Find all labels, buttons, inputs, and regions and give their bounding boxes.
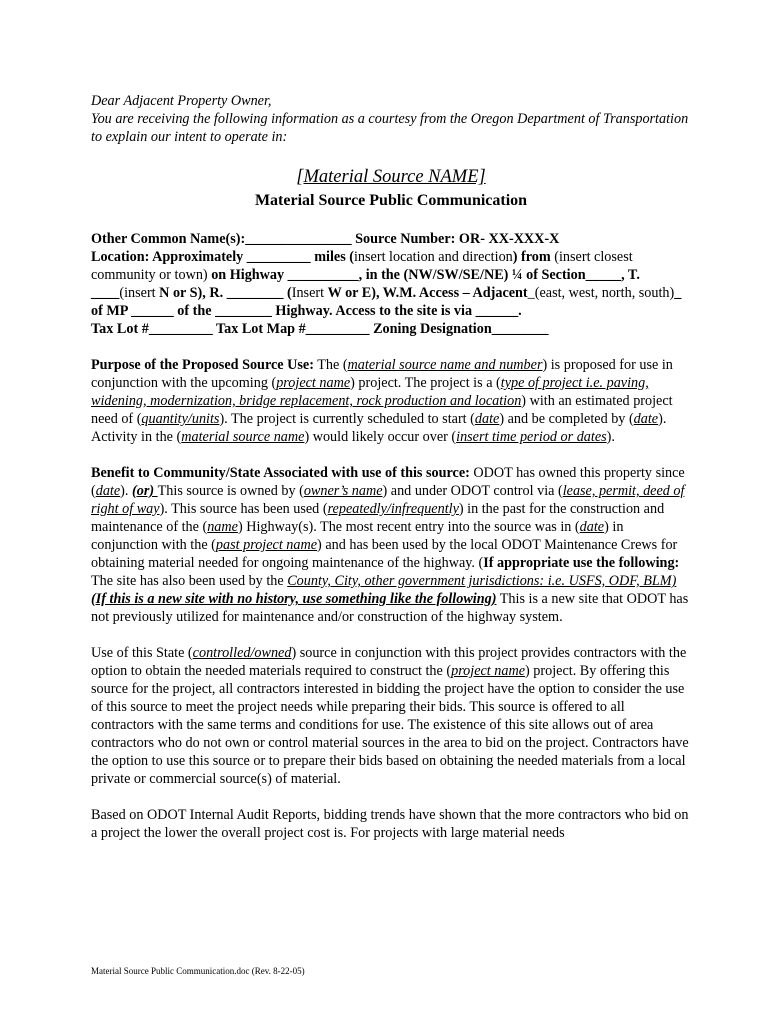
source-number-field: Source Number: OR- XX-XXX-X xyxy=(351,231,560,247)
tax-lot-line: Tax Lot #_________ Tax Lot Map #_________ Zoning Designation________ xyxy=(91,321,549,337)
purpose-paragraph: Purpose of the Proposed Source Use: The (material source name and number) is proposed for use in conjunction with the upcoming (project name) project. The project is a (type of project i.e. paving, widening, modernization, bridge replacement, rock production and location) with an estimated project need of (quantity/units). The project is currently scheduled to start (date) and be completed by (date). Activity in the (material source name) would likely occur over (insert time period or dates). xyxy=(91,357,673,445)
audit-paragraph: Based on ODOT Internal Audit Reports, bidding trends have shown that the more contractors who bid on a project the lower the overall project cost is. For projects with large material needs xyxy=(91,807,689,841)
salutation xyxy=(91,92,691,146)
document-subtitle: Material Source Public Communication xyxy=(254,192,528,209)
document-title: [Material Source NAME] xyxy=(296,167,486,187)
source-names-line xyxy=(91,230,691,248)
other-names-field: Other Common Name(s):_______________ xyxy=(91,231,352,247)
benefit-label: Benefit to Community/State Associated with use of this source: xyxy=(91,465,470,481)
document-page xyxy=(91,92,691,842)
benefit-paragraph: Benefit to Community/State Associated with use of this source: ODOT has owned this property since (date). (or) This source is owned by (owner’s name) and under ODOT control via (lease, permit, deed of right of way). This source has been used (repeatedly/infrequently) in the past for the construction and maintenance of the (name) Highway(s). The most recent entry into the source was in (date) in conjunction with the (past project name) and has been used by the local ODOT Maintenance Crews for obtaining material needed for ongoing maintenance of the highway. (If appropriate use the following: The site has also been used by the County, City, other government jurisdictions: i.e. USFS, ODF, BLM) (If this is a new site with no history, use something like the following) This is a new site that ODOT has not previously utilized for maintenance and/or construction of the highway system. xyxy=(91,465,689,625)
purpose-label: Purpose of the Proposed Source Use: xyxy=(91,357,314,373)
page-footer: Material Source Public Communication.doc (Rev. 8-22-05) xyxy=(91,966,305,976)
use-paragraph: Use of this State (controlled/owned) source in conjunction with this project provides contractors with the option to obtain the needed materials required to construct the (project name) project. By offering this source for the project, all contractors interested in bidding the project have the option to consider the use of this source to meet the project needs while preparing their bids. This source is offered to all contractors with the same terms and conditions for use. The existence of this site allows out of area contractors who do not own or control material sources in the area to bid on the project. Contractors have the option to use this source or to prepare their bids based on obtaining the needed materials from a local private or commercial source(s) of material. xyxy=(91,645,689,787)
location-text: Location: Approximately _________ miles (insert location and direction) from (insert closest community or town) on Highway __________, in the (NW/SW/SE/NE) ¼ of Section_____, T. ____(insert N or S), R. ________ (Insert W or E), W.M. Access – Adjacent_(east, west, north, south)_ of MP ______ of the ________ Highway. Access to the site is via ______. xyxy=(91,249,682,319)
source-info-block xyxy=(91,230,691,338)
salutation-line: Dear Adjacent Property Owner, xyxy=(91,93,272,109)
intro-text: You are receiving the following information as a courtesy from the Oregon Department of Transportation to explain our intent to operate in: xyxy=(91,111,689,145)
